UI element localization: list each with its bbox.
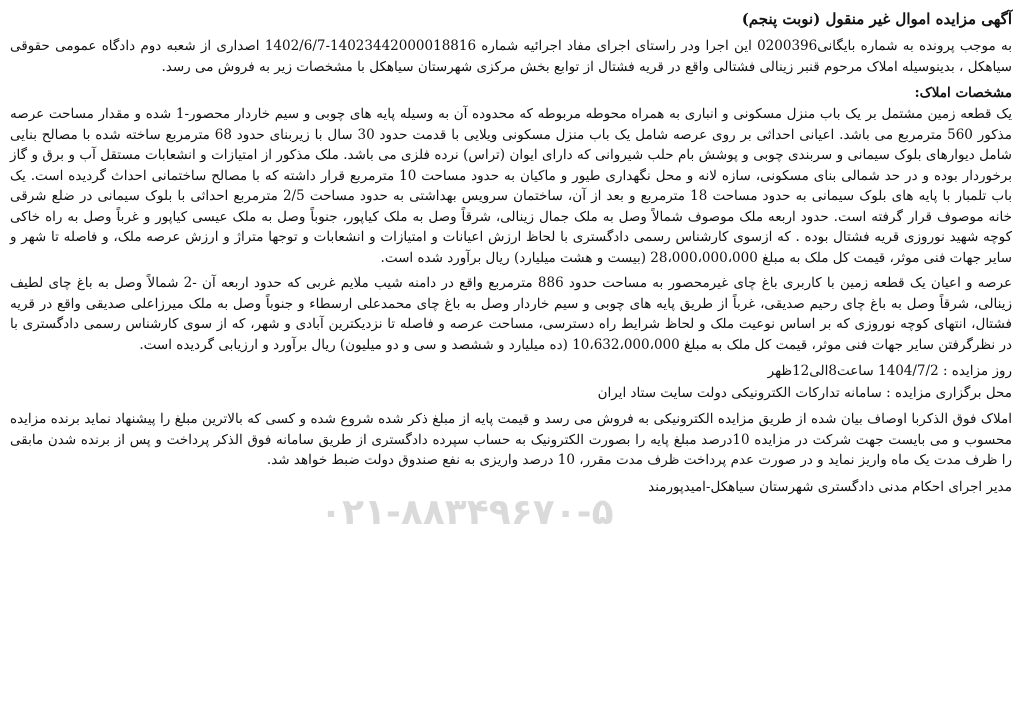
phone-watermark: ۰۲۱-۸۸۳۴۹۶۷۰-۵ (320, 492, 614, 533)
auction-venue: محل برگزاری مزایده : سامانه تدارکات الکترونیکی دولت سایت ستاد ایران (597, 385, 1012, 401)
signature-line: مدیر اجرای احکام مدنی دادگستری شهرستان سیاهکل-امیدپورمند (648, 478, 1012, 495)
auction-date: روز مزایده : 1404/7/2 ساعت8الی12ظهر (767, 363, 1012, 379)
property-item-2: عرصه و اعیان یک قطعه زمین با کاربری باغ چای غیرمحصور به مساحت حدود 886 مترمربع واقع در دامنه شیب ملایم غربی که حدود اربعه آن -2 شمالاً وصل به باغ چای لطیف زینالی، شرقاً وصل به باغ چای رحیم صدیقی، غرباً از طریق پایه های چوبی و سیم خاردار وصل به باغ چای محمدعلی ارسطاء و جنوباً وصل به ملک میرزاعلی صدیقی واقع در قریه فشتال، انتهای کوچه نوروزی که بر اساس نوعیت ملک و لحاظ شرایط راه دسترسی، مساحت عرصه و فاصله تا نزدیکترین آبادی و شهر، که از سوی کارشناس رسمی دادگستری با در نظرگرفتن سایر جهات فنی موثر، قیمت کل ملک به مبلغ 10،632،000،000 (ده میلیارد و ششصد و سی و دو میلیون) ریال برآورد و ارزیابی گردیده است. (10, 275, 1013, 353)
property-item-1: یک قطعه زمین مشتمل بر یک باب منزل مسکونی و انباری به همراه محوطه مربوطه که محدوده آن به وسیله پایه های چوبی و سیم خاردار محصور-1 شده و مقدار مساحت عرصه مذکور 560 مترمربع می باشد. اعیانی احداثی بر روی عرصه شامل یک باب منزل مسکونی ویلایی با قدمت حدود 30 سال با زیربنای حدود 68 مترمربع ساخته شده با مصالح بنایی شامل دیوارهای بلوک سیمانی و سربندی چوبی و پوشش بام حلب شیروانی که دارای ایوان (تراس) نرده فلزی می باشد. ملک مذکور از امتیازات و انشعابات مستقل آب و برق و گاز برخوردار بوده و در حد شمالی بنای مسکونی، سازه لانه و محل نگهداری طیور و ماکیان به حدود مساحت 10 مترمربع قرار داشته که با مصالح ساختمانی احداث گردیده است. یک باب تلمبار با پایه های بلوک سیمانی به حدود مساحت 18 مترمربع و بعد از آن، ساختمان سرویس بهداشتی به حدود مساحت 2/5 مترمربع احداثی با بلوک سیمانی در ضلع شرقی خانه موصوف قرار گرفته است. حدود اربعه ملک موصوف شمالاً وصل به ملک جمال زینالی، شرقاً وصل به ملک کیاپور، جنوباً وصل به ملک عیسی کیاپور و غرباً وصل به راه خاکی کوچه شهید نوروزی قریه فشتال بوده . که ازسوی کارشناس رسمی دادگستری با لحاظ ارزش اعیانات و امتیازات و انشعابات و توجها متراژ و ارزش عرصه ملک، و فاصله تا شهر و سایر جهات فنی موثر، قیمت کل ملک به مبلغ 28،000،000،000 (بیست و هشت میلیارد) ریال برآورد شده است. (10, 106, 1013, 266)
notice-intro: به موجب پرونده به شماره بایگانی0200396 این اجرا ودر راستای اجرای مفاد اجرائیه شماره 14023442000018816-1402/6/7 اصداری از شعبه دوم دادگاه عمومی حقوقی سیاهکل ، بدینوسیله املاک مرحوم قنبر زینالی فشتالی واقع در قریه فشتال از توابع بخش مرکزی شهرستان سیاهکل با مشخصات زیر به فروش می رسد. (10, 38, 1012, 75)
notice-title: آگهی مزایده اموال غیر منقول (نوبت پنجم) (741, 10, 1012, 28)
property-specs-label: مشخصات املاک: (914, 85, 1012, 101)
auction-terms: املاک فوق الذکربا اوصاف بیان شده از طریق مزایده الکترونیکی به فروش می رسد و قیمت پایه از مبلغ ذکر شده شروع شده و کسی که بالاترین مبلغ را پیشنهاد نماید برنده مزایده محسوب و می بایست جهت شرکت در مزایده 10درصد مبلغ پایه را بصورت الکترونیک به حساب سپرده دادگستری از طریق سامانه فوق الذکر پرداخت و پس از برنده شدن مابقی را ظرف مدت یک ماه واریز نماید و در صورت عدم پرداخت ظرف مدت مقرر، 10 درصد واریزی به نفع صندوق دولت ضبط خواهد شد. (10, 411, 1013, 468)
